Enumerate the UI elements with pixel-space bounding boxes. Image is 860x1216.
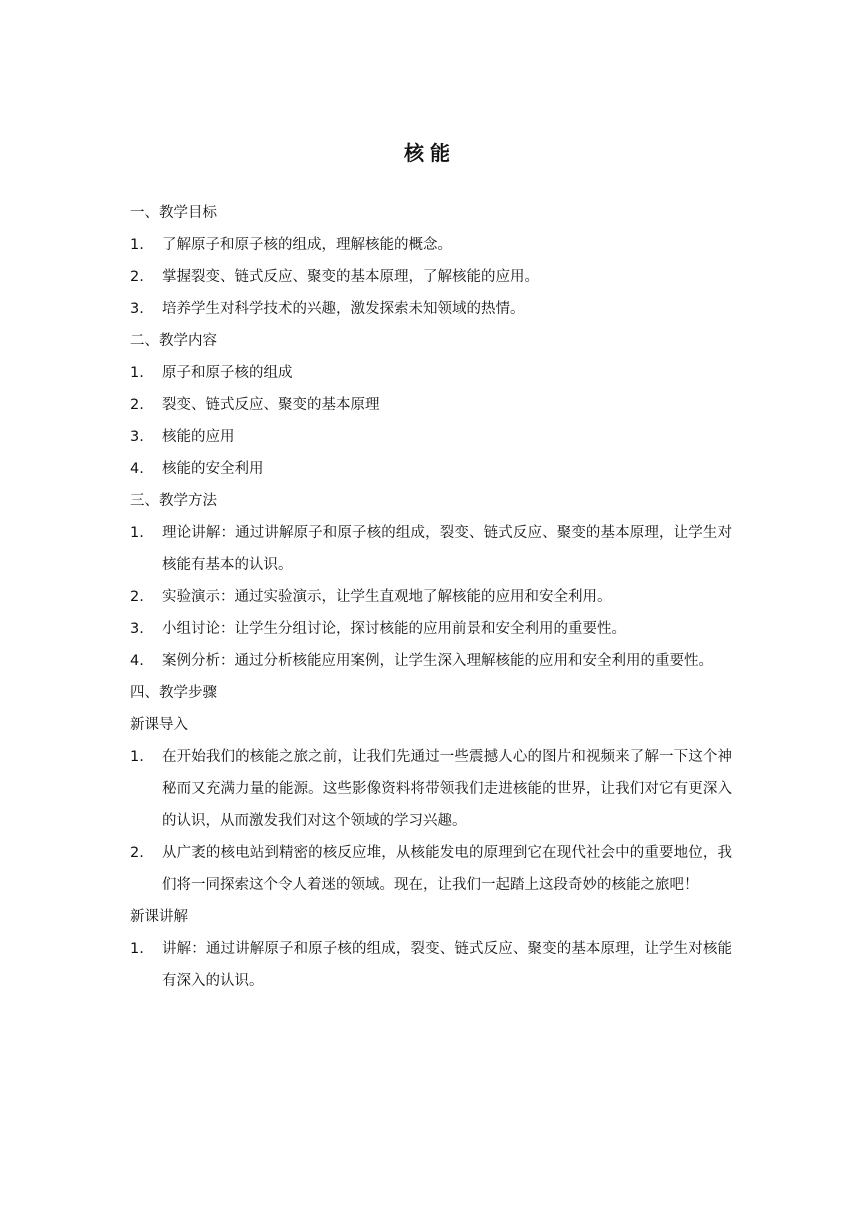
list-item [130,741,732,837]
list-item [130,293,732,325]
list-text: 讲解：通过讲解原子和原子核的组成，裂变、链式反应、聚变的基本原理，让学生对核能有深入的认识。 [162,941,732,989]
list-number: 1. [130,365,144,381]
list-text: 培养学生对科学技术的兴趣，激发探索未知领域的热情。 [162,301,525,317]
list-text: 核能的应用 [162,429,235,445]
list-item [130,389,732,421]
list-item [130,453,732,485]
list-item [130,581,732,613]
list-number: 1. [130,749,144,765]
document-body [130,197,732,997]
list-text: 从广袤的核电站到精密的核反应堆，从核能发电的原理到它在现代社会中的重要地位，我们将一同探索这个令人着迷的领域。现在，让我们一起踏上这段奇妙的核能之旅吧！ [162,845,732,893]
subsection-heading: 新课讲解 [130,909,188,925]
section-heading: 一、教学目标 [130,205,217,221]
list-item [130,837,732,901]
list-text: 掌握裂变、链式反应、聚变的基本原理，了解核能的应用。 [162,269,539,285]
list-item [130,613,732,645]
list-number: 4. [130,461,144,477]
list-text: 了解原子和原子核的组成，理解核能的概念。 [162,237,452,253]
list-number: 1. [130,525,144,541]
list-number: 3. [130,621,144,637]
list-text: 核能的安全利用 [162,461,264,477]
list-text: 裂变、链式反应、聚变的基本原理 [162,397,380,413]
list-number: 3. [130,429,144,445]
list-text: 理论讲解：通过讲解原子和原子核的组成，裂变、链式反应、聚变的基本原理，让学生对核能有基本的认识。 [162,525,732,573]
list-text: 小组讨论：让学生分组讨论，探讨核能的应用前景和安全利用的重要性。 [162,621,626,637]
list-item [130,229,732,261]
list-number: 2. [130,589,144,605]
list-number: 2. [130,845,144,861]
list-number: 1. [130,237,144,253]
list-number: 2. [130,269,144,285]
section-heading: 三、教学方法 [130,493,217,509]
list-item [130,933,732,997]
list-number: 4. [130,653,144,669]
list-number: 3. [130,301,144,317]
section-heading: 二、教学内容 [130,333,217,349]
list-item [130,357,732,389]
list-text: 实验演示：通过实验演示，让学生直观地了解核能的应用和安全利用。 [162,589,612,605]
list-item [130,645,732,677]
list-number: 2. [130,397,144,413]
document-title: 核能 [404,141,456,165]
list-item [130,421,732,453]
list-text: 原子和原子核的组成 [162,365,293,381]
subsection-heading: 新课导入 [130,717,188,733]
list-text: 案例分析：通过分析核能应用案例，让学生深入理解核能的应用和安全利用的重要性。 [162,653,713,669]
list-number: 1. [130,941,144,957]
section-heading: 四、教学步骤 [130,685,217,701]
list-item [130,517,732,581]
list-item [130,261,732,293]
list-text: 在开始我们的核能之旅之前，让我们先通过一些震撼人心的图片和视频来了解一下这个神秘而又充满力量的能源。这些影像资料将带领我们走进核能的世界，让我们对它有更深入的认识，从而激发我们对这个领域的学习兴趣。 [162,749,732,829]
